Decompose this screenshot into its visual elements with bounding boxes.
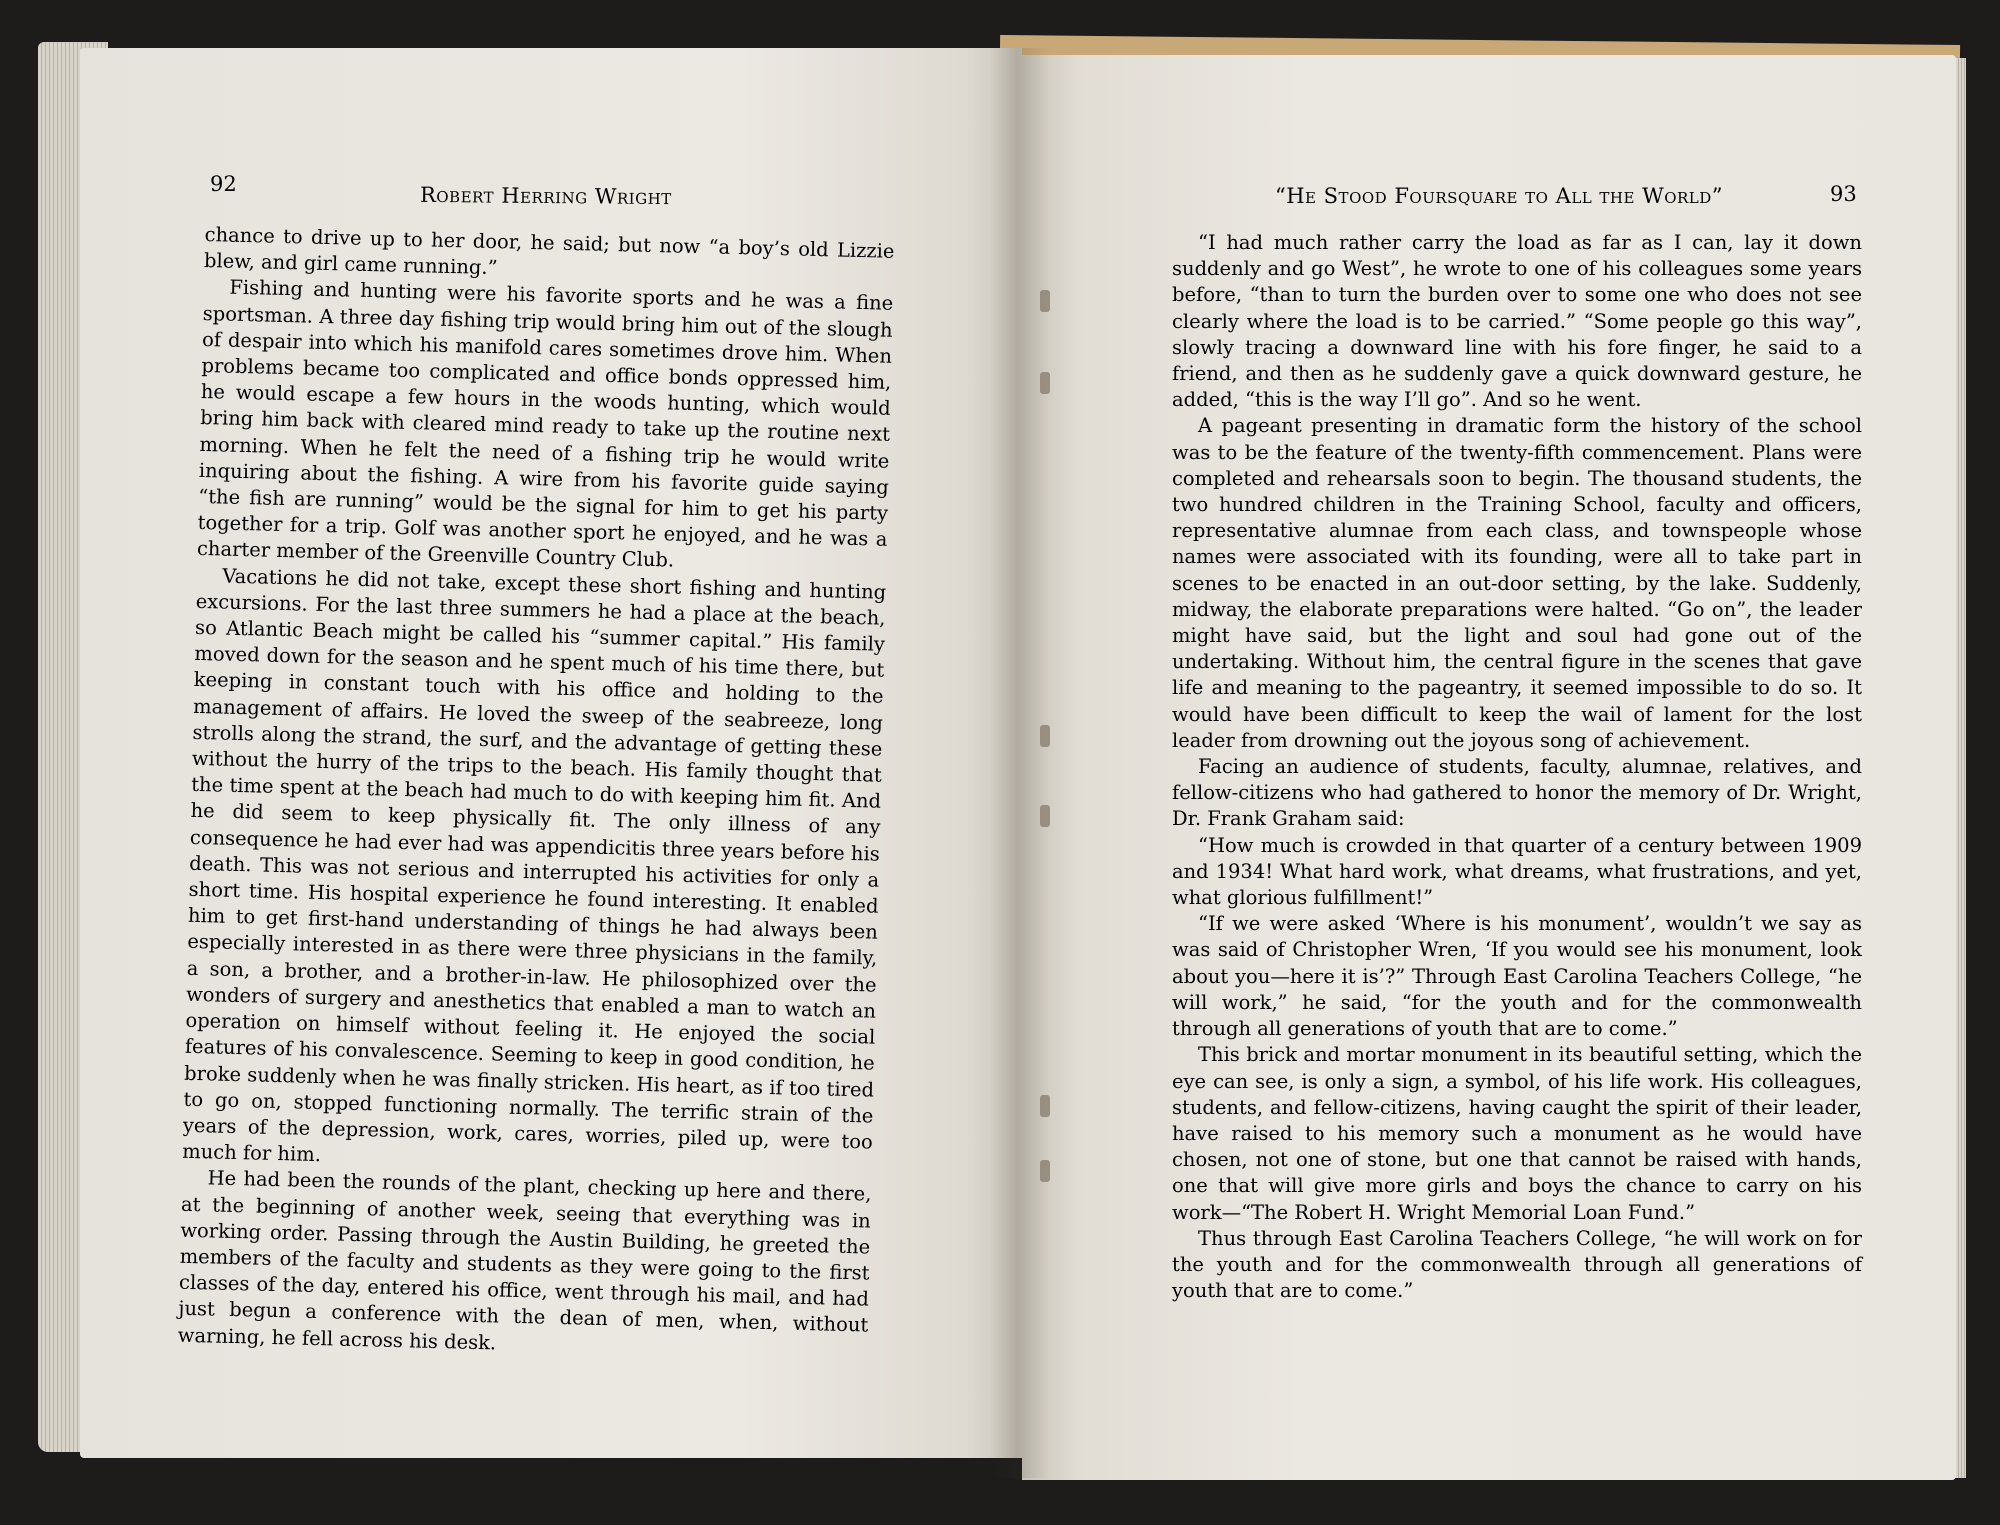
paragraph: This brick and mortar monument in its beautiful setting, which the eye can see, is only a sign, a symbol, of his life work. His colleagues, students, and fellow-citizens, having caught the spirit of their leader, have raised to his memory such a monument as he would have chosen, not one of stone, but one that cannot be raised with hands, one that will give more girls and boys the chance to carry on his work—“The Robert H. Wright Memorial Loan Fund.” [1172, 1043, 1862, 1224]
left-page-text [177, 222, 894, 1365]
paragraph: Fishing and hunting were his favorite sports and he was a fine sportsman. A three day fishing trip would bring him out of the slough of despair into which his manifold cares sometimes drove him. When problems became too complicated and office bonds oppressed him, he would escape a few hours in the woods hunting, which would bring him back with cleared mind ready to take up the routine next morning. When he felt the need of a fishing trip he would write inquiring about the fishing. A wire from his favorite guide saying “the fish are running” would be the signal for him to get his party together for a trip. Golf was another sport he enjoyed, and he was a charter member of the Greenville Country Club. [196, 276, 894, 572]
binding-stitch [1040, 725, 1050, 747]
paragraph: “If we were asked ‘Where is his monument’, wouldn’t we say as was said of Christopher Wren, ‘If you would see his monument, look about you—here it is’?” Through East Carolina Teachers College, “he will work,” he said, “for the youth and for the commonwealth through all generations of youth that are to come.” [1172, 912, 1862, 1041]
binding-stitch [1040, 290, 1050, 312]
right-page-text [1172, 230, 1862, 1304]
paragraph: “I had much rather carry the load as far as I can, lay it down suddenly and go West”, he wrote to one of his colleagues some years before, “than to turn the burden over to some one who does not see clearly where the load is to be carried.” “Some people go this way”, slowly tracing a downward line with his fore finger, he said to a friend, and then as he suddenly gave a quick downward gesture, he added, “this is the way I’ll go”. And so he went. [1172, 231, 1862, 412]
left-page-number: 92 [210, 172, 237, 196]
right-running-head: “He Stood Foursquare to All the World” [1275, 184, 1724, 208]
left-running-head: Robert Herring Wright [419, 182, 672, 210]
binding-stitch [1040, 372, 1050, 394]
right-page-number: 93 [1830, 182, 1857, 206]
paragraph: He had been the rounds of the plant, checking up here and there, at the beginning of another week, seeing that everything was in working order. Passing through the Austin Building, he greeted the members of the faculty and students as they were going to the first classes of the day, entered his office, went through his mail, and had just begun a conference with the dean of men, when, without warning, he fell across his desk. [177, 1166, 872, 1354]
binding-stitch [1040, 1095, 1050, 1117]
binding-stitch [1040, 805, 1050, 827]
book-gutter [990, 48, 1050, 1478]
paragraph: Thus through East Carolina Teachers College, “he will work on for the youth and for the commonwealth through all generations of youth that are to come.” [1172, 1226, 1862, 1303]
paragraph: Vacations he did not take, except these short fishing and hunting excursions. For the last three summers he had a place at the beach, so Atlantic Beach might be called his “summer capital.” His family moved down for the season and he spent much of his time there, but keeping in constant touch with his office and holding to the management of affairs. He loved the sweep of the seabreeze, long strolls along the strand, the surf, and the advantage of getting these without the hurry of the trips to the beach. His family thought that the time spent at the beach had much to do with keeping him fit. And he did seem to keep physically fit. The only illness of any consequence he had ever had was appendicitis three years before his death. This was not serious and interrupted his activities for only a short time. His hospital experience he found interesting. It enabled him to get first-hand understanding of things he had always been especially interested in as there were three physicians in the family, a son, a brother, and a brother-in-law. He philosophized over the wonders of surgery and anesthetics that enabled a man to watch an operation on himself without feeling it. He enjoyed the social features of his convalescence. Seeming to keep in good condition, he broke suddenly when he was finally stricken. His heart, as if too tired to go on, stopped functioning normally. The terrific strain of the years of the depression, work, cares, worries, piled up, were too much for him. [182, 564, 887, 1167]
paragraph: chance to drive up to her door, he said; but now “a boy’s old Lizzie blew, and girl came running.” [203, 222, 895, 280]
paragraph: Facing an audience of students, faculty, alumnae, relatives, and fellow-citizens who had gathered to honor the memory of Dr. Wright, Dr. Frank Graham said: [1172, 755, 1862, 831]
binding-stitch [1040, 1160, 1050, 1182]
paragraph: “How much is crowded in that quarter of a century between 1909 and 1934! What hard work, what dreams, what frustrations, and yet, what glorious fulfillment!” [1172, 833, 1862, 910]
paragraph: A pageant presenting in dramatic form the history of the school was to be the feature of the twenty-fifth commencement. Plans were completed and rehearsals soon to begin. The thousand students, the two hundred children in the Training School, faculty and officers, representative alumnae from each class, and townspeople whose names were associated with its founding, were all to take part in scenes to be enacted in an out-door setting, by the lake. Suddenly, midway, the elaborate preparations were halted. “Go on”, the leader might have said, but the light and soul had gone out of the undertaking. Without him, the central figure in the scenes that gave life and meaning to the pageantry, it seemed impossible to do so. It would have been difficult to keep the wail of lament for the lost leader from drowning out the joyous song of achievement. [1172, 414, 1862, 752]
